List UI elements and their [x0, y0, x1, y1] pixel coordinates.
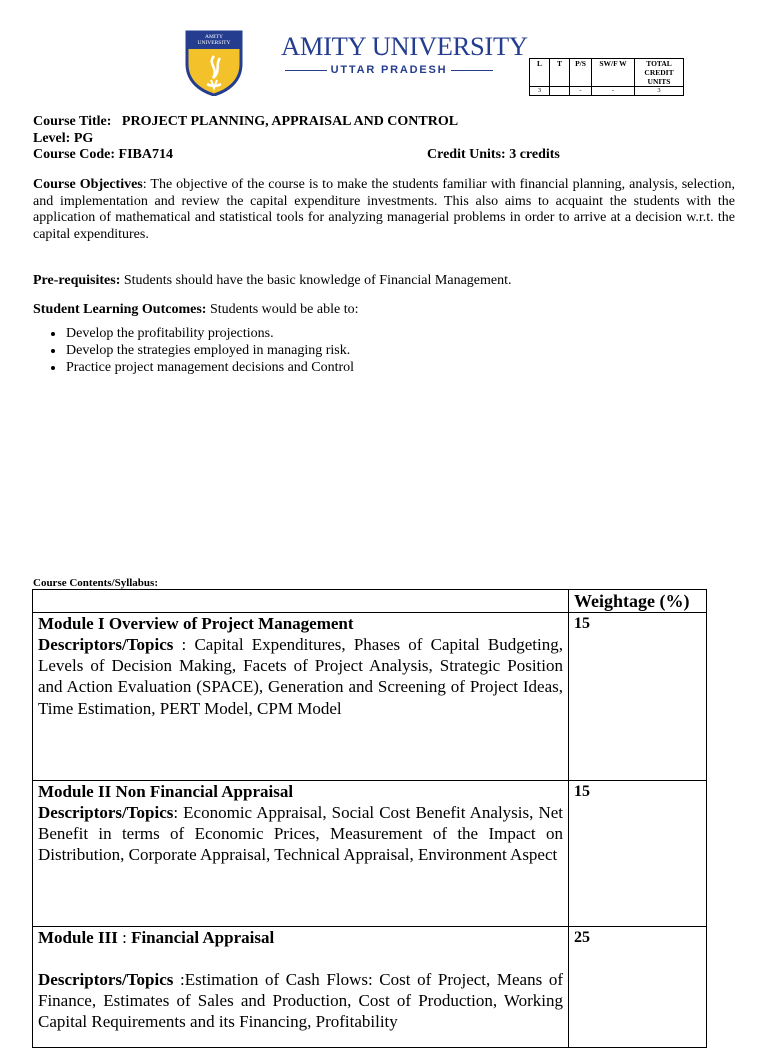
header-swfw: SW/F W	[592, 59, 635, 87]
course-code-label: Course Code:	[33, 147, 116, 162]
header-ps: P/S	[570, 59, 592, 87]
module-descriptors	[38, 634, 563, 719]
outcomes-label: Student Learning Outcomes:	[33, 302, 207, 317]
descriptors-text: : Economic Appraisal, Social Cost Benefit Analysis, Net Benefit in terms of Economic Prices, Measurement of the Impact on Distribution, Corporate Appraisal, Technical Appraisal, Environment Aspect	[38, 803, 563, 865]
descriptors-text: : Capital Expenditures, Phases of Capital Budgeting, Levels of Decision Making, Facets of Project Analysis, Strategic Position and Action Evaluation (SPACE), Generation and Screening of Project Ideas, Time Estimation, PERT Model, CPM Model	[38, 635, 563, 718]
divider-line-left	[285, 70, 327, 71]
level-row	[33, 131, 93, 148]
credit-units-table	[529, 58, 684, 96]
spacer	[38, 948, 563, 969]
module-cell	[33, 613, 569, 781]
level-label: Level:	[33, 131, 71, 146]
list-item: • Develop the strategies employed in managing risk.	[65, 342, 354, 359]
module-weightage: 15	[569, 613, 707, 781]
prerequisites-label: Pre-requisites:	[33, 273, 121, 288]
module-cell	[33, 927, 569, 1048]
descriptors-label: Descriptors/Topics	[38, 970, 174, 989]
module-descriptors	[38, 802, 563, 866]
module-title: Module I Overview of Project Management	[38, 614, 354, 633]
credit-units-value: 3 credits	[509, 147, 560, 162]
table-row	[33, 927, 707, 1048]
table-row	[33, 590, 707, 613]
header-t: T	[550, 59, 570, 87]
header-l: L	[530, 59, 550, 87]
table-cell	[33, 590, 569, 613]
syllabus-table	[32, 589, 707, 1048]
region-text: UTTAR PRADESH	[330, 64, 448, 76]
objectives-text: : The objective of the course is to make the students familiar with financial planning, analysis, selection, and implementation and review the capital expenditure investments. This also aims to acquaint the students with the application of mathematical and statistical tools for analyzing managerial problems in order to arrive at a decision w.r.t. the capital expenditures.	[33, 177, 735, 242]
module-separator: :	[117, 928, 132, 947]
level-value: PG	[73, 131, 94, 146]
university-region	[285, 64, 493, 76]
course-code-row	[33, 147, 173, 164]
course-objectives	[33, 177, 735, 243]
university-name: AMITY UNIVERSITY	[281, 31, 528, 61]
value-ps: -	[570, 87, 592, 96]
course-title-label: Course Title:	[33, 114, 112, 129]
outcomes-text: Students would be able to:	[206, 302, 359, 317]
table-row	[33, 781, 707, 927]
module-name: Financial Appraisal	[131, 928, 275, 947]
learning-outcomes-heading	[33, 302, 735, 319]
weightage-header: Weightage (%)	[569, 590, 707, 613]
descriptors-label: Descriptors/Topics	[38, 803, 174, 822]
university-logo	[185, 30, 243, 96]
divider-line-right	[451, 70, 493, 71]
syllabus-label: Course Contents/Syllabus:	[33, 577, 158, 589]
value-t	[550, 87, 570, 96]
learning-outcomes-list	[47, 325, 354, 376]
module-descriptors	[38, 969, 563, 1033]
module-number: Module III	[38, 928, 118, 947]
objectives-label: Course Objectives	[33, 177, 143, 192]
logo-text: AMITY UNIVERSITY	[197, 34, 231, 46]
module-weightage: 25	[569, 927, 707, 1048]
module-weightage: 15	[569, 781, 707, 927]
course-code: FIBA714	[118, 147, 173, 162]
value-swfw: -	[592, 87, 635, 96]
module-cell	[33, 781, 569, 927]
module-title	[38, 927, 563, 948]
course-title: PROJECT PLANNING, APPRAISAL AND CONTROL	[121, 114, 459, 129]
module-title: Module II Non Financial Appraisal	[38, 782, 294, 801]
list-item: • Develop the profitability projections.	[65, 325, 354, 342]
credit-units-label: Credit Units:	[427, 147, 506, 162]
credit-units-row	[427, 147, 560, 164]
value-l: 3	[530, 87, 550, 96]
course-title-row	[33, 114, 458, 131]
value-total: 3	[635, 87, 684, 96]
prerequisites	[33, 273, 735, 290]
prerequisites-text: Students should have the basic knowledge of Financial Management.	[120, 273, 512, 288]
descriptors-label: Descriptors/Topics	[38, 635, 174, 654]
header-total: TOTAL CREDIT UNITS	[635, 59, 684, 87]
table-row	[33, 613, 707, 781]
descriptors-text: :Estimation of Cash Flows: Cost of Project, Means of Finance, Estimates of Sales and Production, Cost of Production, Working Capital Requirements and its Financing, Profitability	[38, 970, 563, 1032]
list-item: • Practice project management decisions and Control	[65, 359, 354, 376]
